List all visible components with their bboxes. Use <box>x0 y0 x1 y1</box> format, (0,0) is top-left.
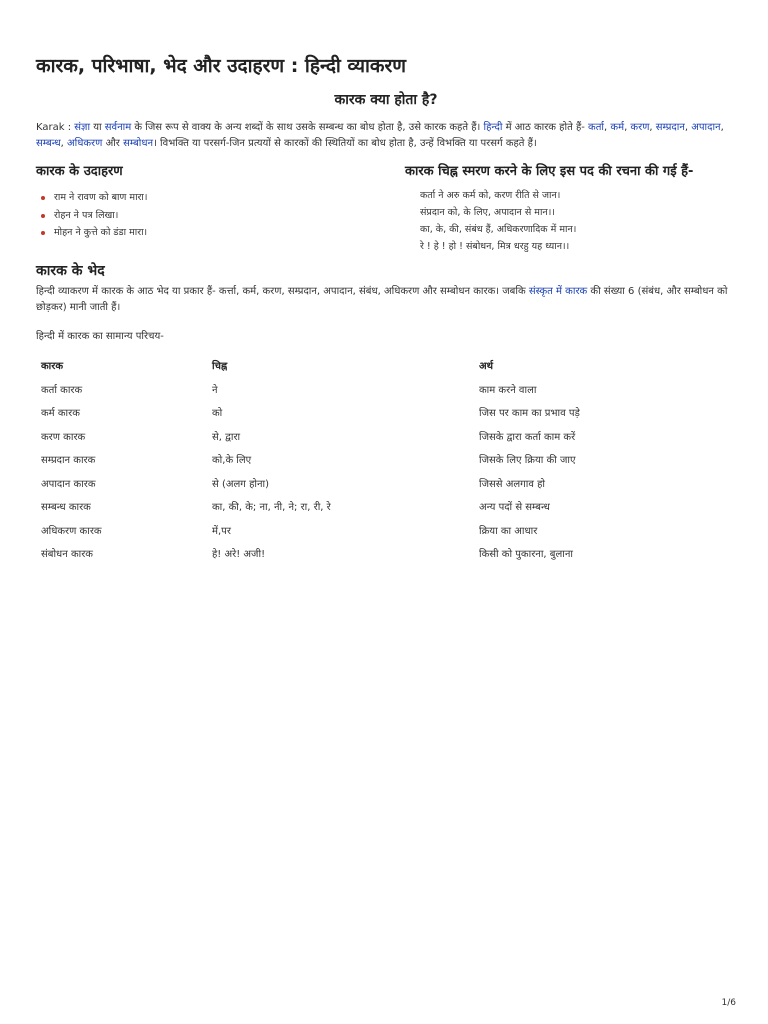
example-text: मोहन ने कुत्ते को डंडा मारा। <box>54 227 148 238</box>
list-item <box>36 207 148 225</box>
bullet-icon <box>41 214 45 218</box>
cell-chihn: हे! अरे! अजी! <box>212 549 266 560</box>
verse-line: का, के, की, संबंध हैं, अधिकरणादिक में मान। <box>420 224 577 235</box>
intro-separator: , <box>684 122 692 133</box>
cell-karak: अधिकरण कारक <box>41 525 102 537</box>
intro-text: के जिस रूप से वाक्य के अन्य शब्दों के साथ उसके सम्बन्ध का बोध होता है, उसे कारक कहते हैं। <box>131 122 484 133</box>
cell-arth: क्रिया का आधार <box>479 525 538 537</box>
cell-chihn: से, द्वारा <box>212 431 241 443</box>
cell-karak: सम्बन्ध कारक <box>41 502 91 513</box>
link-sanskrit-karak[interactable]: संस्कृत में कारक <box>528 286 588 297</box>
intro-separator: , <box>649 122 656 133</box>
cell-chihn: को,के लिए <box>212 455 252 466</box>
cell-arth: जिसके द्वारा कर्ता काम करें <box>479 431 576 443</box>
link-hindi[interactable]: हिन्दी <box>483 122 503 133</box>
link-sanjna[interactable]: संज्ञा <box>74 122 91 133</box>
cell-chihn: ने <box>212 384 218 396</box>
types-text: हिन्दी व्याकरण में कारक के आठ भेद या प्रकार हैं- कर्त्ता, कर्म, करण, सम्प्रदान, अपादान, संबंध, अधिकरण और सम्बोधन कारक। जबकि <box>36 286 529 297</box>
link-sarvanam[interactable]: सर्वनाम <box>104 122 132 133</box>
cell-chihn: को <box>212 408 223 419</box>
cell-karak: करण कारक <box>41 431 86 443</box>
header-karak: कारक <box>41 361 64 372</box>
intro-text: और <box>102 138 124 149</box>
examples-heading: कारक के उदाहरण <box>36 164 123 179</box>
types-paragraph <box>36 284 736 316</box>
verse-line: रे ! हे ! हो ! संबोधन, मित्र धरहु यह ध्यान।। <box>420 241 570 252</box>
verse-line: संप्रदान को, के लिए, अपादान से मान।। <box>420 207 555 218</box>
intro-label: Karak : <box>36 122 75 133</box>
cell-karak: कर्ता कारक <box>41 384 83 396</box>
link-apadan[interactable]: अपादान <box>691 122 721 133</box>
intro-text: या <box>90 122 105 133</box>
link-sampradan[interactable]: सम्प्रदान <box>655 122 685 133</box>
link-karta[interactable]: कर्ता <box>588 122 605 133</box>
cell-chihn: का, की, के; ना, नी, ने; रा, री, रे <box>212 502 331 513</box>
cell-arth: किसी को पुकारना, बुलाना <box>479 549 574 560</box>
intro-separator: , <box>60 138 67 149</box>
intro-separator: , <box>720 122 724 133</box>
mnemonic-heading: कारक चिह्न स्मरण करने के लिए इस पद की रचना की गई हैं- <box>405 164 694 179</box>
cell-karak: संबोधन कारक <box>41 549 93 560</box>
example-text: रोहन ने पत्र लिखा। <box>54 209 119 221</box>
intro-separator: , <box>604 122 611 133</box>
list-item <box>36 189 148 207</box>
cell-arth: काम करने वाला <box>479 384 537 396</box>
header-chihn: चिह्न <box>212 361 228 372</box>
cell-arth: जिससे अलगाव हो <box>479 478 545 490</box>
cell-chihn: से (अलग होना) <box>212 478 270 490</box>
list-item <box>36 224 148 242</box>
page-title: कारक, परिभाषा, भेद और उदाहरण : हिन्दी व्याकरण <box>36 55 406 77</box>
page-number: 1/6 <box>721 998 736 1008</box>
link-karm[interactable]: कर्म <box>610 122 625 133</box>
bullet-icon <box>41 231 45 235</box>
cell-arth: जिस पर काम का प्रभाव पड़े <box>479 408 580 419</box>
table-intro: हिन्दी में कारक का सामान्य परिचय- <box>36 331 164 342</box>
link-adhikaran[interactable]: अधिकरण <box>67 138 103 149</box>
types-text: की संख्या 6 (संबंध, और सम्बोधन को छोड़कर) मानी जाती हैं। <box>36 286 728 313</box>
intro-text: । विभक्ति या परसर्ग-जिन प्रत्ययों से कारकों की स्थितियों का बोध होता है, उन्हें विभक्ति या परसर्ग कहते हैं। <box>153 138 537 149</box>
cell-arth: अन्य पदों से सम्बन्ध <box>479 502 550 513</box>
cell-karak: कर्म कारक <box>41 408 80 419</box>
link-sambodhan[interactable]: सम्बोधन <box>123 138 154 149</box>
cell-chihn: में,पर <box>212 525 231 537</box>
link-karan[interactable]: करण <box>630 122 650 133</box>
intro-separator: , <box>624 122 631 133</box>
example-text: राम ने रावण को बाण मारा। <box>54 192 148 203</box>
cell-karak: सम्प्रदान कारक <box>41 455 96 466</box>
bullet-icon <box>41 196 45 200</box>
cell-arth: जिसके लिए क्रिया की जाए <box>479 455 576 466</box>
verse-line: कर्ता ने अरु कर्म को, करण रीति से जान। <box>420 190 561 201</box>
mnemonic-verse <box>420 187 576 255</box>
intro-paragraph <box>36 120 736 152</box>
link-sambandh[interactable]: सम्बन्ध <box>36 138 61 149</box>
cell-karak: अपादान कारक <box>41 478 96 490</box>
intro-text: में आठ कारक होते हैं- <box>502 122 589 133</box>
types-heading: कारक के भेद <box>36 263 105 279</box>
examples-list <box>36 189 148 242</box>
header-arth: अर्थ <box>479 361 494 372</box>
section-title-what-is-karak: कारक क्या होता है? <box>334 92 438 108</box>
